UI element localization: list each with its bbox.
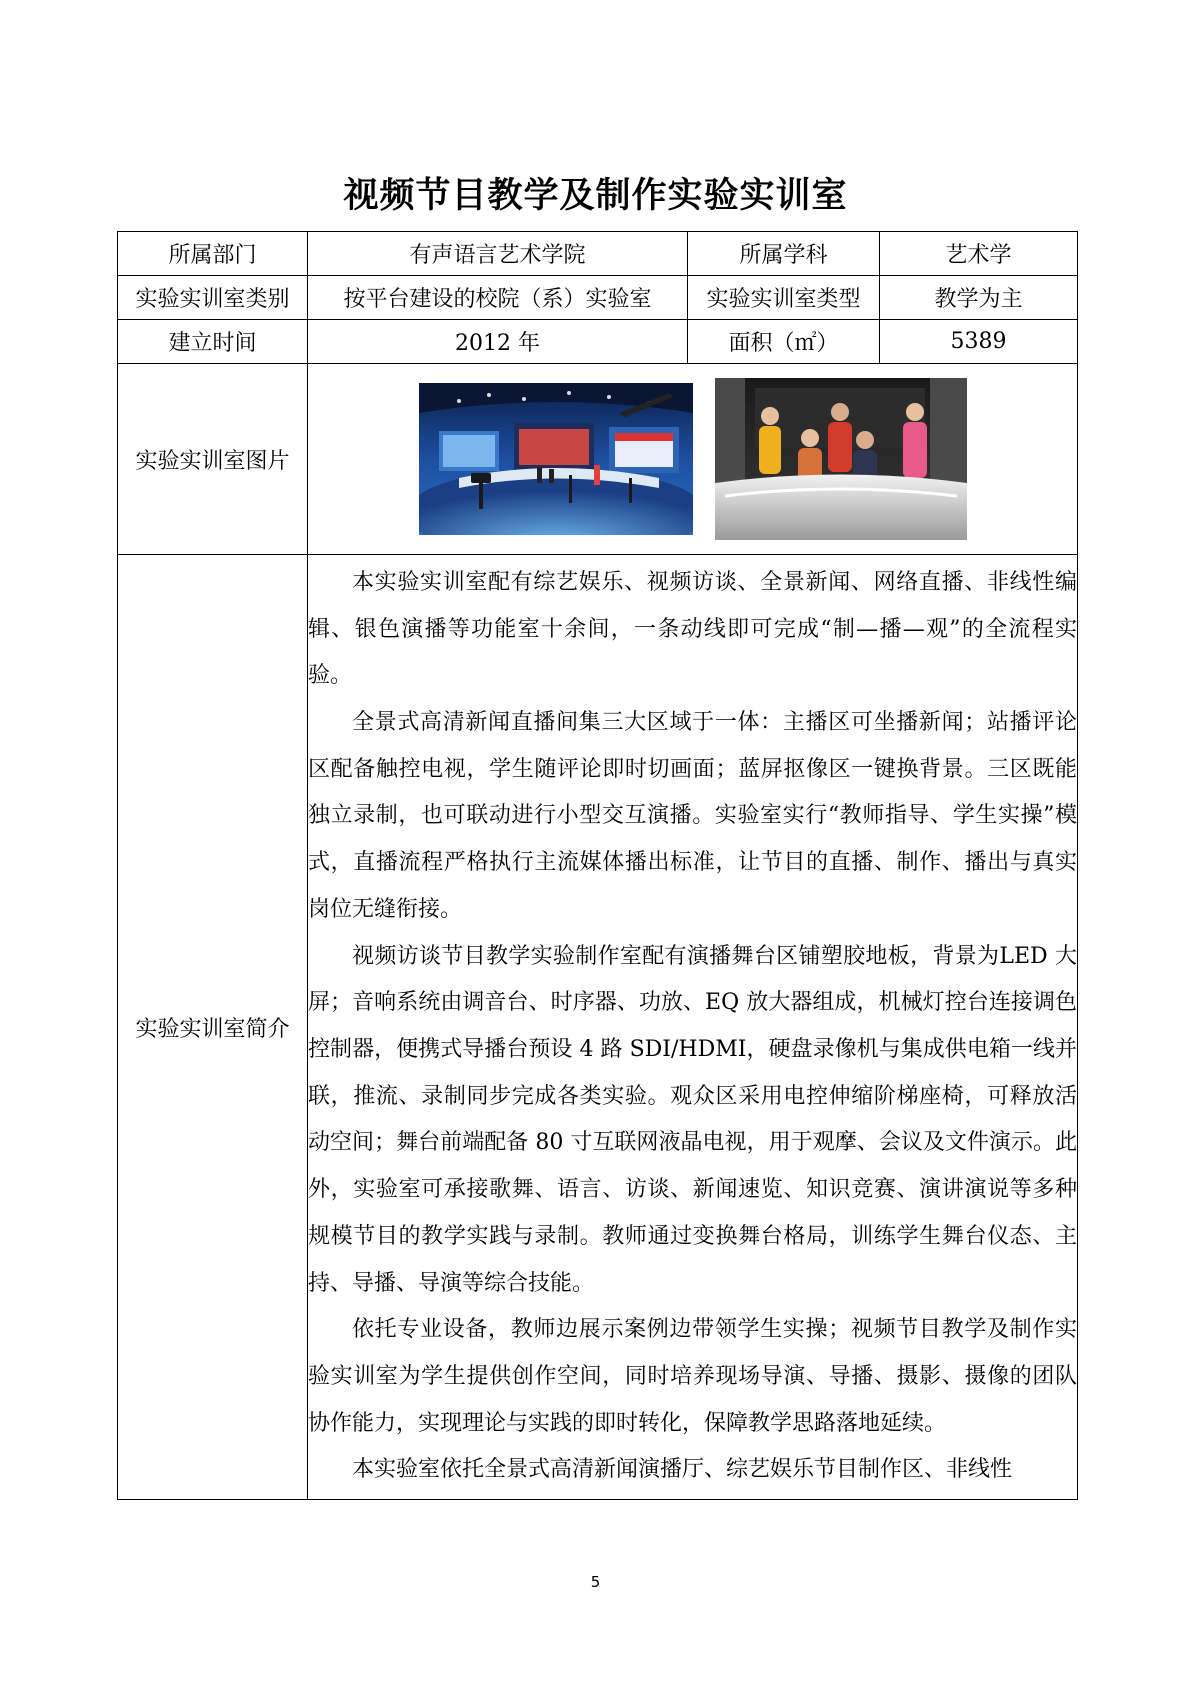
anchors-photo: [715, 378, 967, 540]
page-number: 5: [590, 1573, 601, 1591]
category-value: 按平台建设的校院（系）实验室: [308, 276, 688, 320]
intro-paragraph: 全景式高清新闻直播间集三大区域于一体：主播区可坐播新闻；站播评论区配备触控电视，学生随评论即时切画面；蓝屏抠像区一键换背景。三区既能独立录制，也可联动进行小型交互演播。实验室实行“教师指导、学生实操”模式，直播流程严格执行主流媒体播出标准，让节目的直播、制作、播出与真实岗位无缝衔接。: [308, 710, 1077, 922]
subject-label: 所属学科: [688, 232, 880, 276]
intro-paragraph: 本实验实训室配有综艺娱乐、视频访谈、全景新闻、网络直播、非线性编辑、银色演播等功能室十余间，一条动线即可完成“制—播—观”的全流程实验。: [308, 569, 1077, 689]
lab-info-table: [117, 231, 1078, 1500]
established-value: 2012 年: [308, 320, 688, 364]
dept-label: 所属部门: [118, 232, 308, 276]
intro-cell: [308, 555, 1078, 1500]
intro-paragraph: 依托专业设备，教师边展示案例边带领学生实操；视频节目教学及制作实验实训室为学生提供创作空间，同时培养现场导演、导播、摄影、摄像的团队协作能力，实现理论与实践的即时转化，保障教学思路落地延续。: [308, 1317, 1077, 1436]
photos-cell: [308, 364, 1078, 555]
area-value: 5389: [880, 320, 1078, 364]
table-row: [118, 276, 1078, 320]
page-title: 视频节目教学及制作实验实训室: [343, 176, 848, 216]
dept-value: 有声语言艺术学院: [308, 232, 688, 276]
category-label: 实验实训室类别: [118, 276, 308, 320]
table-row: [118, 555, 1078, 1500]
table-row: [118, 364, 1078, 555]
area-label: 面积（㎡）: [688, 320, 880, 364]
subject-value: 艺术学: [880, 232, 1078, 276]
table-row: [118, 320, 1078, 364]
table-row: [118, 232, 1078, 276]
studio-photo: [419, 383, 693, 535]
intro-label: 实验实训室简介: [118, 555, 308, 1500]
established-label: 建立时间: [118, 320, 308, 364]
intro-paragraph: 本实验室依托全景式高清新闻演播厅、综艺娱乐节目制作区、非线性: [352, 1457, 1013, 1483]
photos-label: 实验实训室图片: [118, 364, 308, 555]
type-value: 教学为主: [880, 276, 1078, 320]
type-label: 实验实训室类型: [688, 276, 880, 320]
intro-paragraph: 视频访谈节目教学实验制作室配有演播舞台区铺塑胶地板，背景为LED 大屏；音响系统由调音台、时序器、功放、EQ 放大器组成，机械灯控台连接调色控制器，便携式导播台预设 4 路 SDI/HDMI，硬盘录像机与集成供电箱一线并联，推流、录制同步完成各类实验。观众区采用电控伸缩阶梯座椅，可释放活动空间；舞台前端配备 80 寸互联网液晶电视，用于观摩、会议及文件演示。此外，实验室可承接歌舞、语言、访谈、新闻速览、知识竞赛、演讲演说等多种规模节目的教学实践与录制。教师通过变换舞台格局，训练学生舞台仪态、主持、导播、导演等综合技能。: [308, 943, 1077, 1296]
